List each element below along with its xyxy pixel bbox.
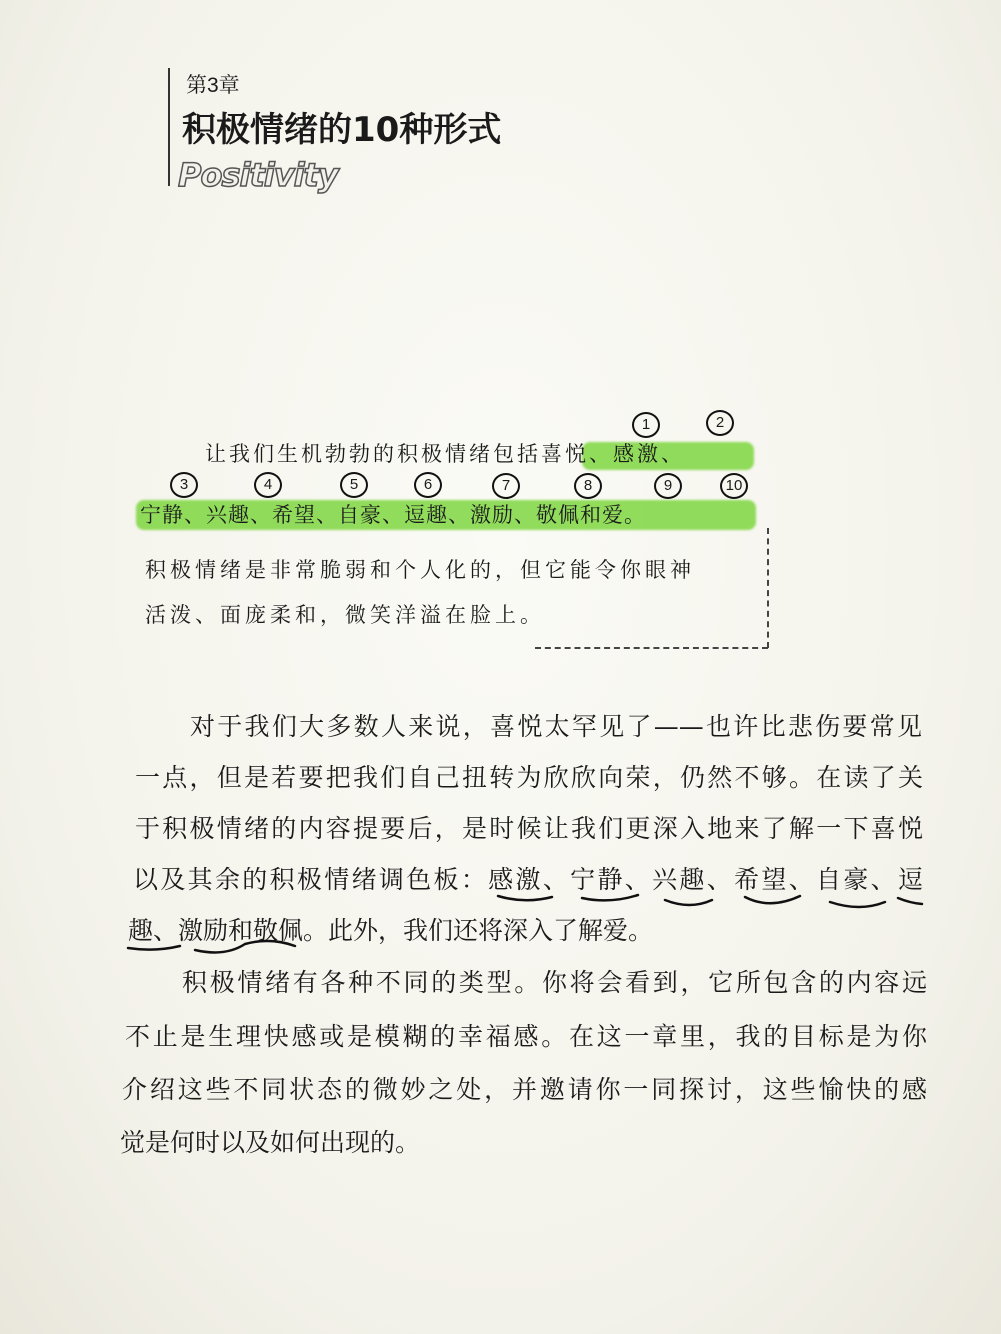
quote-border-right bbox=[767, 528, 769, 648]
handwritten-number: 4 bbox=[254, 472, 282, 498]
body-line: 以及其余的积极情绪调色板：感激、宁静、兴趣、希望、自豪、逗 bbox=[133, 865, 923, 894]
quote-border-bottom bbox=[535, 647, 768, 649]
body-line: 一点，但是若要把我们自己扭转为欣欣向荣，仍然不够。在读了关 bbox=[135, 763, 923, 792]
body-line: 不止是生理快感或是模糊的幸福感。在这一章里，我的目标是为你 bbox=[125, 1022, 927, 1051]
chapter-title: 积极情绪的10种形式 bbox=[182, 110, 502, 150]
chapter-number: 第3章 bbox=[186, 74, 240, 97]
body-line: 积极情绪有各种不同的类型。你将会看到，它所包含的内容远 bbox=[182, 968, 927, 997]
underline-mark bbox=[582, 895, 638, 900]
body-line: 觉是何时以及如何出现的。 bbox=[120, 1128, 421, 1157]
handwritten-number: 1 bbox=[632, 412, 660, 438]
chapter-divider-line bbox=[168, 68, 170, 186]
body-line: 于积极情绪的内容提要后，是时候让我们更深入地来了解一下喜悦 bbox=[135, 814, 923, 843]
quote-line: 积极情绪是非常脆弱和个人化的，但它能令你眼神 bbox=[145, 558, 695, 582]
quote-line: 宁静、兴趣、希望、自豪、逗趣、激励、敬佩和爱。 bbox=[140, 503, 646, 527]
underline-mark bbox=[898, 898, 922, 904]
handwritten-number: 9 bbox=[654, 473, 682, 499]
quote-line: 让我们生机勃勃的积极情绪包括喜悦、感激、 bbox=[205, 442, 685, 466]
underline-mark bbox=[745, 896, 800, 903]
quote-line: 活泼、面庞柔和，微笑洋溢在脸上。 bbox=[145, 603, 545, 627]
handwritten-number: 5 bbox=[340, 472, 368, 498]
english-subtitle: Positivity bbox=[178, 156, 338, 194]
underline-mark bbox=[128, 946, 180, 950]
body-line: 趣、激励和敬佩。此外，我们还将深入了解爱。 bbox=[128, 916, 654, 945]
body-line: 对于我们大多数人来说，喜悦太罕见了——也许比悲伤要常见 bbox=[190, 712, 922, 741]
underline-mark bbox=[498, 896, 552, 900]
underline-mark bbox=[830, 902, 885, 907]
handwritten-number: 10 bbox=[720, 473, 748, 499]
handwritten-number: 7 bbox=[492, 473, 520, 499]
handwritten-number: 2 bbox=[706, 410, 734, 436]
body-line: 介绍这些不同状态的微妙之处，并邀请你一同探讨，这些愉快的感 bbox=[122, 1075, 927, 1104]
handwritten-number: 3 bbox=[170, 472, 198, 498]
underline-mark bbox=[665, 900, 712, 905]
handwritten-number: 6 bbox=[414, 472, 442, 498]
handwritten-number: 8 bbox=[574, 473, 602, 499]
